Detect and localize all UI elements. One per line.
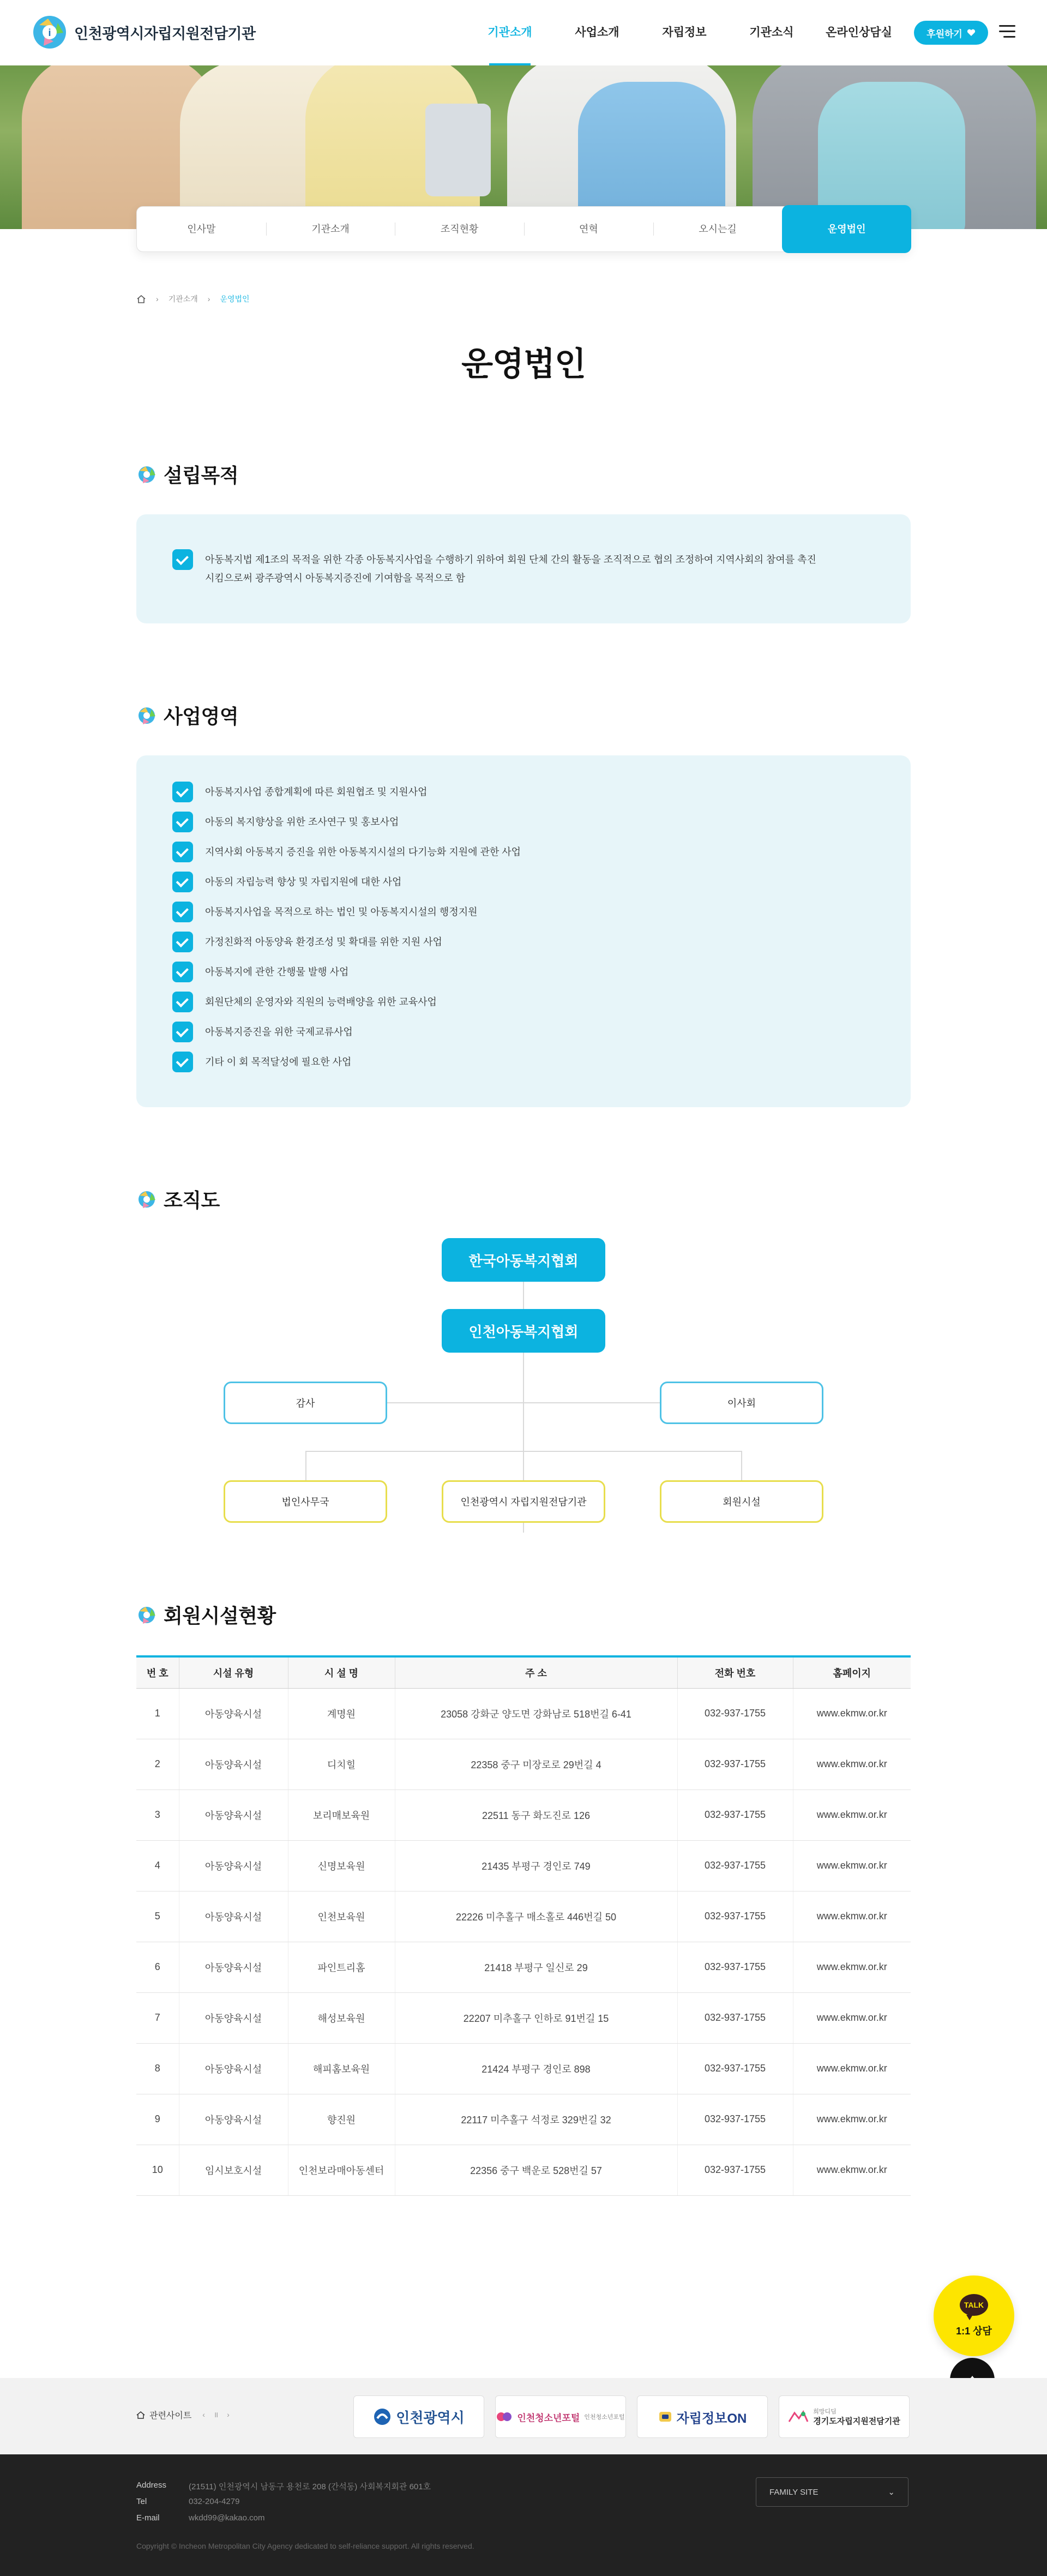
footer-email [136,2513,264,2523]
nav-item-about[interactable]: 기관소개 [466,0,553,65]
subnav-greeting[interactable]: 인사말 [187,224,216,235]
checkbox-icon [172,872,193,892]
business-box [136,755,911,1107]
cell-phone: 032-937-1755 [677,1840,793,1891]
youth-portal-logo-icon [496,2411,513,2423]
site-name: 경기도자립지원전담기관 [813,2417,900,2426]
section-title-text: 회원시설현황 [164,1605,276,1627]
chevron-right-icon: › [156,295,159,303]
footer-value[interactable]: wkdd99@kakao.com [189,2513,265,2523]
cell-type: 아동양육시설 [179,1840,288,1891]
table-row [136,2094,911,2145]
org-node-board: 이사회 [660,1382,823,1424]
business-item-text: 아동의 복지향상을 위한 조사연구 및 홍보사업 [205,816,399,827]
table-body [136,1688,911,2195]
cell-phone: 032-937-1755 [677,2094,793,2145]
cell-homepage[interactable]: www.ekmw.or.kr [793,1942,911,1992]
table-row [136,1891,911,1942]
cell-name: 계명원 [288,1688,395,1739]
footer-key: Tel [136,2497,147,2506]
cell-number: 7 [136,1992,179,2043]
nav-item-counsel[interactable]: 온라인상담실 [826,26,892,39]
business-item-text: 아동복지사업을 목적으로 하는 법인 및 아동복지시설의 행정지원 [205,906,478,917]
site-link-incheon[interactable] [353,2395,484,2438]
col-header-homepage: 홈페이지 [793,1656,911,1688]
cell-address: 22207 미추홀구 인하로 91번길 15 [395,1992,677,2043]
cell-address: 21424 부평구 경인로 898 [395,2043,677,2094]
breadcrumb [136,293,250,304]
section-flower-icon [136,464,157,485]
section-title-facilities [136,1601,276,1629]
cell-name: 향진원 [288,2094,395,2145]
table-row [136,2043,911,2094]
section-flower-icon [136,1605,157,1625]
org-node-auditor: 감사 [224,1382,387,1424]
site-link-gyeonggi[interactable] [779,2395,910,2438]
cell-address: 22358 중구 미장로로 29번길 4 [395,1739,677,1790]
footer-value: 032-204-4279 [189,2497,240,2506]
kakao-talk-button[interactable] [934,2275,1014,2356]
business-item [172,903,477,922]
cell-address: 21435 부평구 경인로 749 [395,1840,677,1891]
cell-phone: 032-937-1755 [677,1739,793,1790]
org-node-secretariat: 법인사무국 [224,1480,387,1523]
cell-address: 22356 중구 백운로 528번길 57 [395,2145,677,2195]
business-item-text: 기타 이 회 목적달성에 필요한 사업 [205,1056,352,1067]
cell-type: 아동양육시설 [179,1992,288,2043]
subnav-corporation[interactable]: 운영법인 [782,205,911,253]
cell-name: 해성보육원 [288,1992,395,2043]
cell-address: 23058 강화군 양도면 강화남로 518번길 6-41 [395,1688,677,1739]
business-item [172,963,348,982]
sub-nav [136,206,911,252]
business-item-text: 아동복지증진을 위한 국제교류사업 [205,1026,353,1037]
donate-button[interactable] [914,21,988,45]
checkbox-icon [172,992,193,1012]
related-sites [0,2378,1047,2454]
business-item [172,783,428,802]
business-item-text: 아동복지에 관한 간행물 발행 사업 [205,966,349,977]
section-title-text: 사업영역 [164,705,239,728]
table-header-row [136,1656,911,1688]
cell-type: 아동양육시설 [179,2094,288,2145]
cell-type: 아동양육시설 [179,1891,288,1942]
gyeonggi-logo-icon [788,2410,809,2424]
subnav-organization[interactable]: 조직현황 [395,206,524,252]
heart-icon [967,29,976,37]
col-header-address: 주 소 [395,1656,677,1688]
org-node-korea-association: 한국아동복지협회 [442,1238,605,1282]
checkbox-icon [172,1052,193,1072]
cell-name: 파인트리홈 [288,1942,395,1992]
cell-name: 디치힐 [288,1739,395,1790]
col-header-number: 번 호 [136,1656,179,1688]
cell-number: 5 [136,1891,179,1942]
business-item [172,843,521,862]
cell-number: 3 [136,1790,179,1840]
checkbox-icon [172,902,193,922]
checkbox-icon [172,812,193,832]
section-title-business [136,701,238,729]
section-flower-icon [136,1189,157,1210]
purpose-row [172,550,816,587]
cell-phone: 032-937-1755 [677,1942,793,1992]
cell-homepage[interactable]: www.ekmw.or.kr [793,1891,911,1942]
business-item-text: 아동복지사업 종합계획에 따른 회원협조 및 지원사업 [205,786,428,797]
org-node-incheon-association: 인천아동복지협회 [442,1309,605,1353]
cell-type: 아동양육시설 [179,1790,288,1840]
breadcrumb-current: 운영법인 [220,295,250,303]
cell-homepage[interactable]: www.ekmw.or.kr [793,1992,911,2043]
checkbox-icon [172,782,193,802]
business-item-text: 회원단체의 운영자와 직원의 능력배양을 위한 교육사업 [205,996,437,1007]
org-connector [305,1451,742,1452]
subnav-intro[interactable]: 기관소개 [266,206,395,252]
chevron-right-icon: › [207,295,210,303]
cell-name: 인천보육원 [288,1891,395,1942]
section-title-org [136,1185,220,1213]
cell-number: 2 [136,1739,179,1790]
cell-number: 1 [136,1688,179,1739]
related-label-text: 관련사이트 [149,2411,192,2421]
site-name: 인천청소년포털 [517,2412,580,2423]
site-subtitle: 인천청소년포털 [584,2414,625,2421]
cell-address: 22511 동구 화도진로 126 [395,1790,677,1840]
carousel-controls[interactable]: ‹ ॥ › [202,2410,233,2419]
cell-homepage[interactable]: www.ekmw.or.kr [793,1739,911,1790]
cell-phone: 032-937-1755 [677,1688,793,1739]
cell-name: 신명보육원 [288,1840,395,1891]
cell-phone: 032-937-1755 [677,1992,793,2043]
cell-homepage[interactable]: www.ekmw.or.kr [793,2094,911,2145]
cell-phone: 032-937-1755 [677,2145,793,2195]
talk-bubble-icon [960,2294,988,2316]
cell-type: 아동양육시설 [179,2043,288,2094]
org-node-member-facilities: 회원시설 [660,1480,823,1523]
table-row [136,1992,911,2043]
logo-mark-icon [32,14,68,50]
cell-number: 8 [136,2043,179,2094]
business-item-text: 가정친화적 아동양육 환경조성 및 확대를 위한 지원 사업 [205,936,442,947]
chevron-down-icon: ⌄ [888,2488,895,2497]
home-icon[interactable] [136,295,146,303]
purpose-text-line2: 시킴으로써 광주광역시 아동복지증진에 기여함을 목적으로 함 [205,573,466,584]
table-row [136,1942,911,1992]
site-logo[interactable] [32,14,256,50]
main-nav [466,0,902,65]
cell-number: 4 [136,1840,179,1891]
purpose-box [136,514,911,623]
table-row [136,1790,911,1840]
site-name: 자립정보ON [676,2411,747,2426]
cell-homepage[interactable]: www.ekmw.or.kr [793,2145,911,2195]
footer-tel [136,2497,239,2506]
copyright: Copyright © Incheon Metropolitan City Agency dedicated to self-reliance support. All rights reserved. [136,2542,474,2550]
section-flower-icon [136,705,157,726]
cell-address: 21418 부평구 일신로 29 [395,1942,677,1992]
donate-label: 후원하기 [926,28,962,39]
home-icon [136,2411,145,2419]
table-row [136,1840,911,1891]
cell-phone: 032-937-1755 [677,1891,793,1942]
checkbox-icon [172,932,193,952]
cell-address: 22117 미추홀구 석정로 329번길 32 [395,2094,677,2145]
cell-phone: 032-937-1755 [677,2043,793,2094]
cell-type: 아동양육시설 [179,1739,288,1790]
footer-key: Address [136,2481,167,2490]
cell-homepage[interactable]: www.ekmw.or.kr [793,1790,911,1840]
table-row [136,1739,911,1790]
cell-homepage[interactable]: www.ekmw.or.kr [793,1688,911,1739]
org-connector [741,1451,742,1480]
subnav-history[interactable]: 연혁 [524,206,653,252]
site-footer [0,2454,1047,2576]
business-item [172,933,442,952]
cell-name: 해피홈보육원 [288,2043,395,2094]
col-header-type: 시설 유형 [179,1656,288,1688]
business-item [172,813,399,832]
logo-text: 인천광역시자립지원전담기관 [74,25,256,42]
cell-type: 임시보호시설 [179,2145,288,2195]
site-link-jarip-info[interactable] [637,2395,768,2438]
site-link-youth-portal[interactable] [495,2395,626,2438]
checkbox-icon [172,842,193,862]
family-site-select[interactable] [756,2477,908,2507]
related-sites-label [136,2409,233,2421]
table-row [136,2145,911,2195]
checkbox-icon [172,962,193,982]
breadcrumb-level1[interactable]: 기관소개 [168,295,198,303]
section-title-text: 설립목적 [164,464,239,487]
business-item [172,1053,351,1072]
kakao-label: 1:1 상담 [956,2326,992,2337]
incheon-logo-icon [373,2407,392,2426]
family-site-label: FAMILY SITE [769,2487,819,2497]
business-item [172,873,401,892]
cell-type: 아동양육시설 [179,1688,288,1739]
footer-address [136,2481,431,2492]
checkbox-icon [172,1022,193,1042]
talk-badge-text: TALK [964,2301,984,2309]
checkbox-icon [172,549,193,570]
cell-name: 보리매보육원 [288,1790,395,1840]
nav-item-news[interactable]: 기관소식 [749,26,794,39]
col-header-name: 시 설 명 [288,1656,395,1688]
purpose-text-line1: 아동복지법 제1조의 목적을 위한 각종 아동복지사업을 수행하기 위하여 회원 단체 간의 활동을 조직적으로 협의 조정하여 지역사회의 참여를 촉진 [205,554,816,565]
nav-item-business[interactable]: 사업소개 [575,26,619,39]
facilities-table [136,1655,911,2196]
cell-number: 10 [136,2145,179,2195]
col-header-phone: 전화 번호 [677,1656,793,1688]
cell-name: 인천보라매아동센터 [288,2145,395,2195]
cell-phone: 032-937-1755 [677,1790,793,1840]
footer-value: (21511) 인천광역시 남동구 용천로 208 (간석동) 사회복지회관 601호 [189,2482,431,2491]
site-name: 인천광역시 [396,2409,465,2426]
section-title-text: 조직도 [164,1189,220,1211]
site-subtitle: 희망디딤 [813,2409,837,2415]
cell-address: 22226 미추홀구 매소홀로 446번길 50 [395,1891,677,1942]
subnav-location[interactable]: 오시는길 [653,206,783,252]
business-item-text: 아동의 자립능력 향상 및 자립지원에 대한 사업 [205,876,402,887]
site-header [0,0,1047,65]
cell-number: 6 [136,1942,179,1992]
hamburger-menu-icon[interactable] [999,25,1015,38]
business-item-text: 지역사회 아동복지 증진을 위한 아동복지시설의 다기능화 지원에 관한 사업 [205,846,521,857]
footer-key: E-mail [136,2513,160,2523]
jarip-logo-icon [658,2410,672,2424]
business-item [172,1023,353,1042]
table-row [136,1688,911,1739]
org-connector [305,1451,306,1480]
nav-item-info[interactable]: 자립정보 [662,26,707,39]
org-node-support-agency: 인천광역시 자립지원전담기관 [442,1480,605,1523]
business-item [172,993,437,1012]
hero-banner-image [0,65,1047,229]
cell-homepage[interactable]: www.ekmw.or.kr [793,2043,911,2094]
cell-type: 아동양육시설 [179,1942,288,1992]
cell-homepage[interactable]: www.ekmw.or.kr [793,1840,911,1891]
svg-text:i: i [48,27,51,38]
cell-number: 9 [136,2094,179,2145]
page-title: 운영법인 [461,346,586,382]
section-title-purpose [136,460,238,488]
